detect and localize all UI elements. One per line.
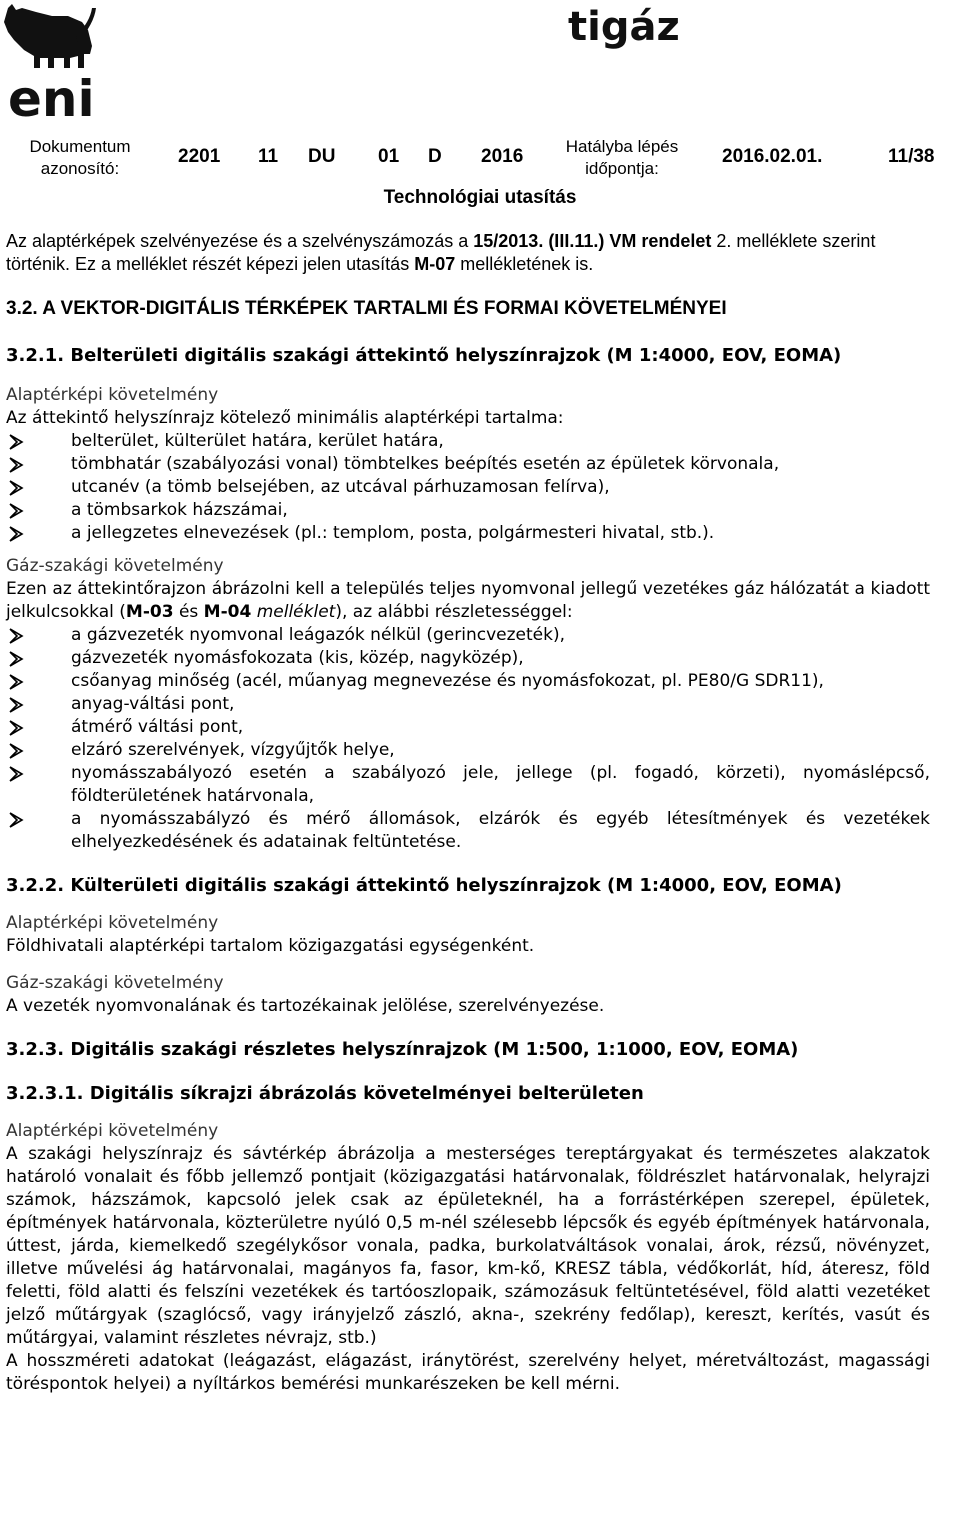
arrow-bullet-icon — [6, 524, 26, 544]
effective-date: 2016.02.01. — [722, 146, 823, 167]
list-item: belterület, külterület határa, kerület határa, — [6, 430, 930, 453]
list-item: a tömbsarkok házszámai, — [6, 499, 930, 522]
arrow-bullet-icon — [6, 501, 26, 521]
gas-list — [6, 624, 930, 854]
doc-id-part: DU — [308, 146, 336, 167]
list-item: utcanév (a tömb belsejében, az utcával párhuzamosan felírva), — [6, 476, 930, 499]
appendix-reference: M-04 — [203, 602, 252, 622]
arrow-bullet-icon — [6, 718, 26, 738]
eni-logo — [2, 2, 98, 128]
arrow-bullet-icon — [6, 432, 26, 452]
arrow-bullet-icon — [6, 695, 26, 715]
section-heading-3-2-3-1: 3.2.3.1. Digitális síkrajzi ábrázolás követelményei belterületen — [6, 1083, 644, 1104]
section-heading-3-2-2: 3.2.2. Külterületi digitális szakági áttekintő helyszínrajzok (M 1:4000, EOV, EOMA) — [6, 875, 842, 896]
arrow-bullet-icon — [6, 741, 26, 761]
arrow-bullet-icon — [6, 626, 26, 646]
base-map-text: Földhivatali alaptérképi tartalom közigazgatási egységenként. — [6, 936, 535, 956]
eni-wordmark: eni — [8, 70, 95, 128]
effective-date-label: Hatályba lépés időpontja: — [565, 137, 679, 178]
list-item: a jellegzetes elnevezések (pl.: templom, posta, polgármesteri hivatal, stb.). — [6, 522, 930, 545]
doc-id-part: 11 — [258, 146, 279, 167]
appendix-reference: M-07 — [414, 254, 456, 274]
base-map-list — [6, 430, 930, 545]
section-heading-3-2-1: 3.2.1. Belterületi digitális szakági áttekintő helyszínrajzok (M 1:4000, EOV, EOMA) — [6, 345, 842, 366]
regulation-reference: 15/2013. (III.11.) VM rendelet — [473, 231, 712, 251]
arrow-bullet-icon — [6, 672, 26, 692]
list-item: tömbhatár (szabályozási vonal) tömbtelkes beépítés esetén az épületek körvonala, — [6, 453, 930, 476]
gas-text: A vezeték nyomvonalának és tartozékainak jelölése, szerelvényezése. — [6, 996, 605, 1016]
subheading-base-map: Alaptérképi követelmény — [6, 913, 219, 933]
arrow-bullet-icon — [6, 455, 26, 475]
doc-id-part: 2016 — [481, 146, 524, 167]
measurement-paragraph: A hosszméreti adatokat (leágazást, elágazást, iránytörést, szerelvény helyet, méretváltozást, magassági töréspontok helyei) a nyíltárkos bemérési munkarészeken be kell mérni. — [6, 1351, 930, 1394]
tigaz-wordmark: tigáz — [568, 4, 680, 50]
list-item: nyomásszabályozó esetén a szabályozó jele, jellege (pl. fogadó, körzeti), nyomáslépcső, földterületének határvonala, — [6, 762, 930, 808]
base-map-paragraph: A szakági helyszínrajz és sávtérkép ábrázolja a mesterséges tereptárgyakat és természetes alakzatok határoló vonalait és főbb jellemző pontjait (közigazgatási határvonalak, földrészlet határvonalak, helyrajzi számok, házszámok, kapcsoló jelek csak az épületeknél, ha a forrástérképen szerepel, épületek, építmények határvonala, közterületre nyúló 0,5 m-nél szélesebb lépcsők és egyéb építmények határvonala, úttest, járda, kiemelkedő szegélykősor vonala, padka, burkolatváltások vonalai, árok, rézsű, növényzet, illetve művelési ág határvonalai, magányos fa, fasor, km-kő, KRESZ tábla, védőkorlát, híd, áteresz, föld feletti, föld alatti és felszíni vezetékek és tartóoszlopaik, számozásuk feltüntetésével, föld alatti vezetéket jelző műtárgyak (szaglócső, vagy irányjelző zászló, akna-, szekrény fedőlap), kereszt, kerítés, vasút és műtárgyai, valamint részletes névrajz, stb.) — [6, 1144, 930, 1348]
document-type: Technológiai utasítás — [383, 187, 577, 208]
base-map-intro: Az áttekintő helyszínrajz kötelező minimális alaptérképi tartalma: — [6, 408, 564, 428]
list-item: a gázvezeték nyomvonal leágazók nélkül (gerincvezeték), — [6, 624, 930, 647]
document-body — [6, 230, 930, 1396]
doc-id-part: 2201 — [178, 146, 221, 167]
section-heading-3-2-3: 3.2.3. Digitális szakági részletes helyszínrajzok (M 1:500, 1:1000, EOV, EOMA) — [6, 1039, 799, 1060]
subheading-gas: Gáz-szakági követelmény — [6, 973, 224, 993]
arrow-bullet-icon — [6, 810, 26, 830]
appendix-reference: M-03 — [125, 602, 174, 622]
section-heading-3-2: 3.2. A VEKTOR-DIGITÁLIS TÉRKÉPEK TARTALMI ÉS FORMAI KÖVETELMÉNYEI — [6, 298, 727, 319]
doc-id-part: D — [428, 146, 442, 167]
doc-id-label: Dokumentum azonosító: — [29, 137, 131, 178]
subheading-base-map: Alaptérképi követelmény — [6, 385, 219, 405]
list-item: elzáró szerelvények, vízgyűjtők helye, — [6, 739, 930, 762]
list-item: csőanyag minőség (acél, műanyag megnevezése és nyomásfokozat, pl. PE80/G SDR11), — [6, 670, 930, 693]
subheading-base-map: Alaptérképi követelmény — [6, 1121, 219, 1141]
doc-id-part: 01 — [378, 146, 400, 167]
page-number: 11/38 — [888, 146, 935, 167]
subheading-gas: Gáz-szakági követelmény — [6, 556, 224, 576]
arrow-bullet-icon — [6, 478, 26, 498]
appendix-word: melléklet — [256, 602, 336, 622]
list-item: anyag-váltási pont, — [6, 693, 930, 716]
arrow-bullet-icon — [6, 764, 26, 784]
list-item: átmérő váltási pont, — [6, 716, 930, 739]
document-header — [0, 128, 960, 213]
gas-intro: Ezen az áttekintőrajzon ábrázolni kell a település teljes nyomvonal jellegű vezetékes gáz hálózatát a kiadott jelkulcsokkal (M-03 és M-04 melléklet), az alábbi részletességgel: — [6, 579, 930, 622]
list-item: a nyomásszabályzó és mérő állomások, elzárók és egyéb létesítmények és vezetékek elhelyezkedésének és adatainak feltüntetése. — [6, 808, 930, 854]
logo-bar — [0, 0, 960, 128]
tigaz-logo — [568, 4, 680, 50]
list-item: gázvezeték nyomásfokozata (kis, közép, nagyközép), — [6, 647, 930, 670]
intro-paragraph: Az alaptérképek szelvényezése és a szelvényszámozás a 15/2013. (III.11.) VM rendelet 2. melléklete szerint történik. Ez a melléklet részét képezi jelen utasítás M-07 mellékletének is. — [6, 231, 876, 274]
arrow-bullet-icon — [6, 649, 26, 669]
